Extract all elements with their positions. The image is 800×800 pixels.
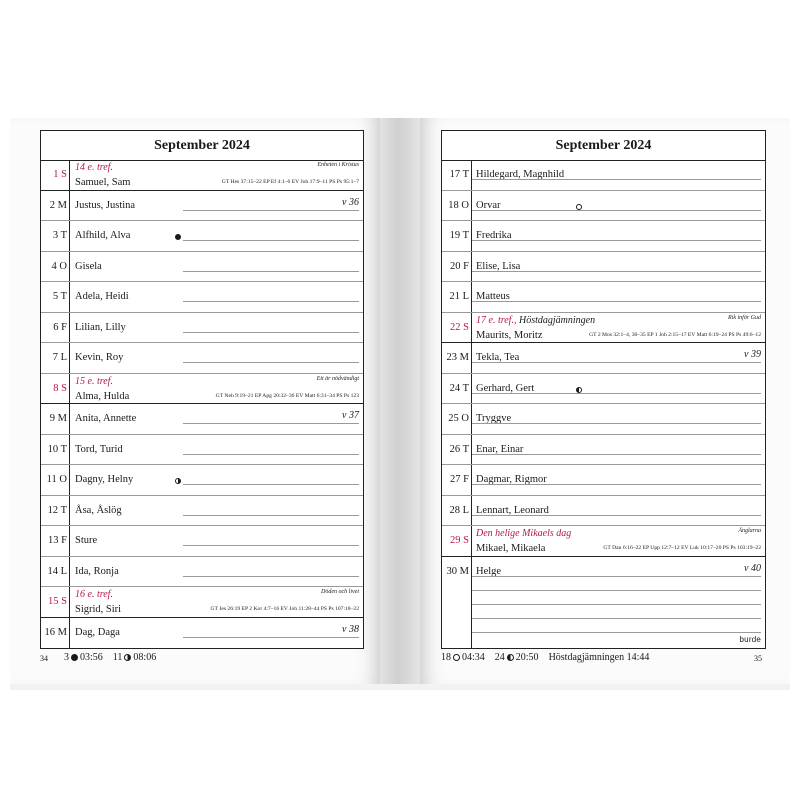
- day-row: [442, 252, 765, 283]
- bible-readings: GT 2 Mos 32:1–4, 30–35 EP 1 Joh 2:15–17 EV Matt 6:19–24 PS Ps 49:6–12: [589, 331, 761, 338]
- day-row: [442, 191, 765, 222]
- note-line: [472, 632, 761, 633]
- write-line: [472, 423, 761, 424]
- day-row: [442, 160, 765, 191]
- sunday-name: Den helige Mikaels dag: [476, 528, 572, 539]
- day-note: [75, 162, 113, 173]
- write-line: [472, 393, 761, 394]
- write-line: [183, 515, 359, 516]
- write-line: [183, 240, 359, 241]
- day-names: Dagny, Helny: [75, 474, 134, 485]
- moon-phase-entry: [441, 652, 485, 663]
- day-row: [442, 282, 765, 313]
- right-page-title: September 2024: [442, 131, 765, 161]
- day-number: 11 O: [46, 474, 67, 485]
- sunday-theme: Rik inför Gud: [728, 314, 761, 321]
- day-number: 15 S: [48, 596, 67, 607]
- week-number: v 37: [342, 410, 359, 421]
- moon-phase-icon: [453, 654, 460, 661]
- sunday-name: 14 e. tref.: [75, 162, 113, 173]
- day-names: Kevin, Roy: [75, 352, 124, 363]
- day-number: 17 T: [449, 169, 469, 180]
- moon-phase-entry: [113, 652, 156, 663]
- day-names: Orvar: [476, 199, 501, 211]
- day-names: Enar, Einar: [476, 443, 524, 455]
- moon-phase-icon: [576, 387, 582, 393]
- day-names: Adela, Heidi: [75, 291, 129, 302]
- day-note: [75, 376, 113, 387]
- day-number: 25 O: [448, 413, 469, 424]
- moon-phase-entry: [64, 652, 103, 663]
- day-names: Sture: [75, 535, 98, 546]
- day-note: [75, 589, 113, 600]
- moon-phase-icon: [576, 204, 582, 210]
- day-row: [442, 526, 765, 557]
- day-note: [476, 315, 595, 326]
- left-calendar-frame: [40, 130, 364, 649]
- write-line: [472, 484, 761, 485]
- week-number: v 40: [744, 562, 761, 574]
- day-names: Alma, Hulda: [75, 390, 130, 402]
- week-number: v 39: [744, 349, 761, 360]
- day-names: Anita, Annette: [75, 413, 137, 424]
- day-names: Åsa, Åslög: [75, 504, 122, 516]
- moon-phase-icon: [175, 234, 181, 240]
- day-number: 16 M: [44, 626, 67, 638]
- write-line: [183, 637, 359, 638]
- moon-day: 11: [112, 652, 123, 663]
- left-moon-phases: [64, 652, 166, 663]
- day-number: 18 O: [448, 199, 469, 211]
- day-row: [41, 465, 363, 496]
- day-number: 6 F: [53, 321, 67, 333]
- moon-phase-entry: [495, 652, 539, 663]
- day-names: Maurits, Moritz: [476, 329, 543, 341]
- day-number: 7 L: [52, 352, 67, 363]
- moon-phase-icon: [124, 654, 131, 661]
- bible-readings: GT Jes 26:19 EP 2 Kor 4:7–16 EV Joh 11:28–44 PS Ps 107:18–22: [210, 606, 359, 612]
- write-line: [183, 362, 359, 363]
- day-row: [41, 160, 363, 191]
- day-names: Tord, Turid: [75, 443, 123, 455]
- day-number: 14 L: [47, 565, 67, 577]
- write-line: [183, 301, 359, 302]
- write-line: [183, 454, 359, 455]
- day-row: [442, 435, 765, 466]
- write-line: [472, 515, 761, 516]
- day-row: [442, 557, 765, 588]
- equinox-time: Höstdagjämningen 14:44: [548, 652, 650, 663]
- sunday-theme: Änglarna: [738, 528, 761, 534]
- day-number: 28 L: [449, 504, 469, 516]
- write-line: [183, 484, 359, 485]
- day-row: [41, 618, 363, 649]
- moon-day: 3: [64, 652, 69, 663]
- day-row: [41, 496, 363, 527]
- right-page-number: 35: [754, 654, 762, 663]
- day-row: [41, 343, 363, 374]
- day-row: [442, 374, 765, 405]
- day-number: 19 T: [449, 230, 469, 241]
- day-number: 26 T: [449, 443, 469, 455]
- right-calendar-frame: [441, 130, 766, 649]
- day-row: [41, 404, 363, 435]
- day-row: [41, 252, 363, 283]
- day-number: 27 F: [450, 474, 469, 485]
- day-row: [41, 587, 363, 618]
- moon-day: 18: [441, 652, 451, 663]
- day-row: [442, 404, 765, 435]
- day-names: Sigrid, Siri: [75, 604, 122, 615]
- write-line: [472, 454, 761, 455]
- day-row: [41, 282, 363, 313]
- day-number: 13 F: [48, 535, 67, 546]
- day-row: [442, 343, 765, 374]
- day-number: 8 S: [53, 382, 67, 394]
- sunday-name: 16 e. tref.: [75, 589, 113, 600]
- day-number: 20 F: [450, 260, 469, 272]
- moon-time: 03:56: [80, 652, 103, 663]
- holiday-name: Höstdagjämningen: [518, 314, 596, 326]
- day-names: Fredrika: [476, 230, 512, 241]
- day-number: 12 T: [47, 504, 67, 516]
- sunday-name: 17 e. tref.,: [476, 314, 517, 326]
- book-gutter: [380, 118, 420, 684]
- right-moon-phases: [441, 652, 649, 663]
- day-note: [476, 528, 571, 539]
- day-number: 23 M: [446, 352, 469, 363]
- day-names: Ida, Ronja: [75, 565, 119, 577]
- day-row: [442, 313, 765, 344]
- bible-readings: GT Neh 9:19–21 EP Apg 20:32–36 EV Matt 6:31–34 PS Ps 123: [215, 392, 359, 399]
- moon-time: 08:06: [133, 652, 157, 663]
- write-line: [472, 301, 761, 302]
- day-names: Matteus: [476, 291, 510, 302]
- day-number: 2 M: [49, 199, 67, 211]
- day-row: [41, 374, 363, 405]
- day-number: 24 T: [449, 382, 469, 394]
- left-page-title: September 2024: [41, 131, 363, 161]
- write-line: [183, 332, 359, 333]
- write-line: [472, 576, 761, 577]
- day-row: [41, 435, 363, 466]
- day-row: [41, 313, 363, 344]
- write-line: [472, 240, 761, 241]
- write-line: [472, 210, 761, 211]
- day-row: [442, 465, 765, 496]
- day-number: 3 T: [52, 230, 67, 241]
- day-names: Gerhard, Gert: [476, 382, 535, 394]
- day-names: Samuel, Sam: [75, 177, 131, 188]
- moon-phase-icon: [71, 654, 78, 661]
- day-names: Tekla, Tea: [476, 352, 520, 363]
- day-names: Gisela: [75, 260, 102, 272]
- write-line: [472, 362, 761, 363]
- sunday-theme: Enheten i Kristus: [317, 162, 359, 168]
- day-row: [41, 526, 363, 557]
- day-row: [442, 496, 765, 527]
- day-number: 21 L: [449, 291, 469, 302]
- day-names: Justus, Justina: [75, 199, 136, 211]
- day-names: Helge: [476, 565, 502, 577]
- day-names: Elise, Lisa: [476, 260, 521, 272]
- day-names: Hildegard, Magnhild: [476, 169, 565, 180]
- day-names: Mikael, Mikaela: [476, 543, 546, 554]
- week-number: v 36: [342, 196, 359, 208]
- bible-readings: GT Hes 37:15–22 EP Ef 4:1–6 EV Joh 17:9–11 PS Ps 95:1–7: [221, 179, 359, 185]
- week-number: v 38: [342, 623, 359, 635]
- write-line: [183, 210, 359, 211]
- write-line: [183, 271, 359, 272]
- brand-logo: burde: [739, 635, 761, 644]
- moon-phase-icon: [175, 478, 181, 484]
- day-names: Dagmar, Rigmor: [476, 474, 547, 485]
- moon-day: 24: [494, 652, 505, 663]
- bible-readings: GT Dan 6:16–22 EP Upp 12:7–12 EV Luk 10:17–20 PS Ps 103:19–22: [603, 545, 761, 551]
- day-names: Tryggve: [476, 413, 512, 424]
- day-names: Lilian, Lilly: [75, 321, 126, 333]
- note-line: [472, 590, 761, 591]
- sunday-theme: Ett är nödvändigt: [316, 375, 359, 382]
- day-number: 4 O: [51, 260, 67, 272]
- day-number: 29 S: [450, 535, 469, 546]
- note-line: [472, 618, 761, 619]
- day-names: Lennart, Leonard: [476, 504, 549, 516]
- write-line: [183, 576, 359, 577]
- day-row: [41, 191, 363, 222]
- day-number: 1 S: [53, 169, 67, 180]
- write-line: [183, 423, 359, 424]
- day-names: Dag, Daga: [75, 626, 120, 638]
- note-line: [472, 604, 761, 605]
- sunday-name: 15 e. tref.: [75, 375, 113, 387]
- day-row: [442, 221, 765, 252]
- moon-time: 20:50: [515, 652, 539, 663]
- day-names: Alfhild, Alva: [75, 230, 131, 241]
- sunday-theme: Döden och livet: [321, 589, 359, 595]
- write-line: [183, 545, 359, 546]
- day-row: [41, 221, 363, 252]
- write-line: [472, 271, 761, 272]
- day-number: 22 S: [450, 321, 469, 333]
- day-number: 5 T: [52, 291, 67, 302]
- moon-time: 04:34: [462, 652, 485, 663]
- write-line: [472, 179, 761, 180]
- left-page-number: 34: [40, 654, 48, 663]
- moon-phase-icon: [507, 654, 514, 661]
- day-number: 10 T: [47, 443, 67, 455]
- day-row: [41, 557, 363, 588]
- day-number: 9 M: [49, 413, 67, 424]
- day-number: 30 M: [446, 565, 469, 577]
